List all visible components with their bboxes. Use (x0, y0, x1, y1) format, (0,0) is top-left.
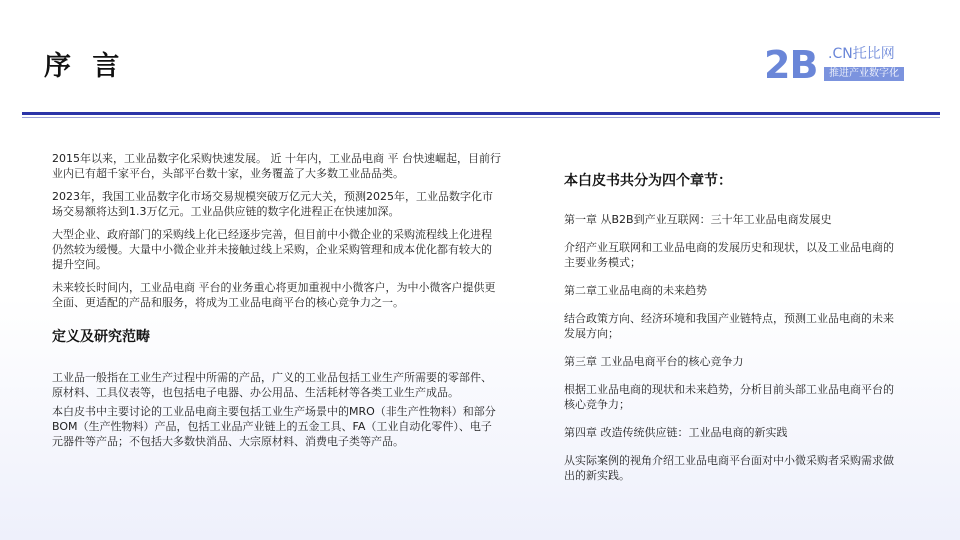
header-divider (22, 112, 940, 115)
chapter-title: 第二章工业品电商的未来趋势 (564, 284, 707, 297)
chapter-title: 第三章 工业品电商平台的核心竞争力 (564, 355, 744, 368)
chapter-description: 根据工业品电商的现状和未来趋势，分析目前头部工业品电商平台的核心竞争力； (564, 383, 894, 411)
chapter-description: 结合政策方向、经济环境和我国产业链特点，预测工业品电商的未来发展方向； (564, 312, 894, 340)
section-title: 定义及研究范畴 (52, 329, 150, 345)
header-divider-thin (22, 117, 940, 118)
chapter-description: 从实际案例的视角介绍工业品电商平台面对中小微采购者采购需求做出的新实践。 (564, 454, 894, 482)
intro-paragraph: 未来较长时间内，工业品电商 平台的业务重心将更加重视中小微客户，为中小微客户提供更全面、更适配的产品和服务，将成为工业品电商平台的核心竞争力之一。 (52, 281, 496, 309)
logo-domain: .CN托比网 (828, 46, 895, 62)
intro-paragraph: 大型企业、政府部门的采购线上化已经逐步完善，但目前中小微企业的采购流程线上化进程仍然较为缓慢。大量中小微企业并未接触过线上采购，企业采购管理和成本优化都有较大的提升空间。 (52, 228, 492, 271)
right-column (564, 170, 894, 496)
logo-tagline: 推进产业数字化 (824, 67, 904, 81)
logo-mark: 2B (764, 43, 818, 87)
chapters-heading: 本白皮书共分为四个章节： (564, 173, 732, 189)
chapter-title: 第一章 从B2B到产业互联网：三十年工业品电商发展史 (564, 213, 832, 226)
left-column (52, 151, 502, 457)
intro-paragraph: 2015年以来，工业品数字化采购快速发展。 近 十年内，工业品电商 平 台快速崛起，目前行业内已有超千家平台，头部平台数十家，业务覆盖了大多数工业品品类。 (52, 152, 501, 180)
chapter-description: 介绍产业互联网和工业品电商的发展历史和现状，以及工业品电商的主要业务模式； (564, 241, 894, 269)
chapter-title: 第四章 改造传统供应链：工业品电商的新实践 (564, 426, 788, 439)
definition-paragraph: 本白皮书中主要讨论的工业品电商主要包括工业生产场景中的MRO（非生产性物料）和部分BOM（生产性物料）产品，包括工业品产业链上的五金工具、FA（工业自动化零件）、电子元器件等产品；不包括大多数快消品、大宗原材料、消费电子类等产品。 (52, 405, 496, 448)
definition-paragraph: 工业品一般指在工业生产过程中所需的产品，广义的工业品包括工业生产所需要的零部件、原材料、工具仪表等，也包括电子电器、办公用品、生活耗材等各类工业生产成品。 (52, 371, 492, 399)
intro-paragraph: 2023年，我国工业品数字化市场交易规模突破万亿元大关，预测2025年，工业品数字化市场交易额将达到1.3万亿元。工业品供应链的数字化进程正在快速加深。 (52, 190, 493, 218)
page-title: 序 言 (44, 51, 126, 82)
brand-logo (762, 42, 922, 88)
